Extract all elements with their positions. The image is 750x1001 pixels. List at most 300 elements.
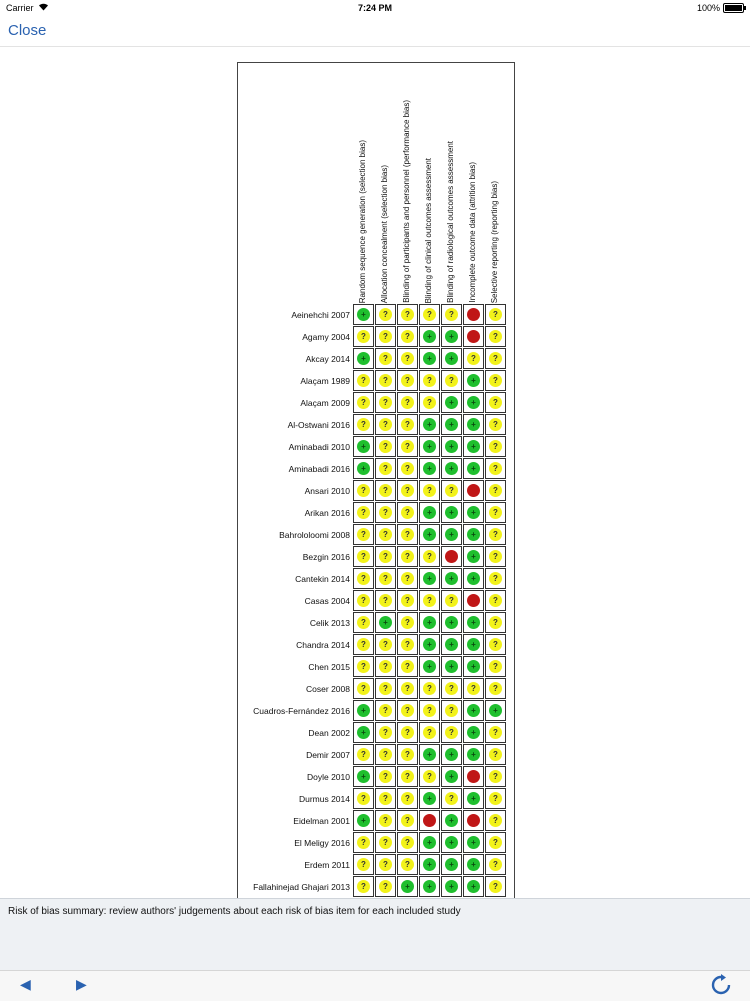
- risk-low-icon: +: [445, 572, 458, 585]
- risk-cell: [375, 546, 396, 567]
- risk-cell: [485, 832, 506, 853]
- risk-cell: [463, 480, 484, 501]
- risk-cell: [397, 304, 418, 325]
- risk-cell: [397, 744, 418, 765]
- risk-unclear-icon: ?: [379, 506, 392, 519]
- risk-low-icon: +: [357, 440, 370, 453]
- risk-unclear-icon: ?: [489, 748, 502, 761]
- risk-cell: [375, 480, 396, 501]
- bottom-toolbar: [0, 970, 750, 1001]
- risk-unclear-icon: ?: [401, 814, 414, 827]
- risk-low-icon: +: [423, 748, 436, 761]
- risk-cell: [353, 568, 374, 589]
- risk-unclear-icon: ?: [379, 858, 392, 871]
- risk-cell: [397, 502, 418, 523]
- risk-unclear-icon: ?: [489, 858, 502, 871]
- risk-cell: [441, 810, 462, 831]
- column-header-3: Blinding of participants and personnel (performance bias): [402, 100, 411, 303]
- back-arrow-icon[interactable]: ◀: [20, 976, 31, 992]
- risk-cell: [485, 766, 506, 787]
- risk-unclear-icon: ?: [379, 352, 392, 365]
- risk-low-icon: +: [445, 748, 458, 761]
- risk-unclear-icon: ?: [357, 594, 370, 607]
- risk-cell: [353, 480, 374, 501]
- risk-cell: [419, 788, 440, 809]
- study-name: Alaçam 2009: [300, 398, 350, 408]
- risk-unclear-icon: ?: [401, 792, 414, 805]
- risk-unclear-icon: ?: [357, 660, 370, 673]
- risk-cell: [441, 458, 462, 479]
- risk-cell: [397, 480, 418, 501]
- risk-unclear-icon: ?: [357, 330, 370, 343]
- risk-unclear-icon: ?: [445, 704, 458, 717]
- risk-cell: [353, 788, 374, 809]
- risk-cell: [419, 766, 440, 787]
- risk-low-icon: +: [467, 616, 480, 629]
- risk-unclear-icon: ?: [489, 594, 502, 607]
- risk-cell: [353, 458, 374, 479]
- risk-cell: [375, 766, 396, 787]
- risk-cell: [485, 546, 506, 567]
- risk-unclear-icon: ?: [401, 418, 414, 431]
- risk-cell: [441, 326, 462, 347]
- risk-cell: [397, 392, 418, 413]
- risk-low-icon: +: [467, 418, 480, 431]
- risk-cell: [397, 788, 418, 809]
- risk-cell: [463, 502, 484, 523]
- risk-cell: [353, 656, 374, 677]
- risk-low-icon: +: [423, 638, 436, 651]
- risk-cell: [485, 854, 506, 875]
- risk-cell: [463, 634, 484, 655]
- risk-cell: [485, 744, 506, 765]
- risk-low-icon: +: [467, 506, 480, 519]
- risk-low-icon: +: [467, 572, 480, 585]
- risk-low-icon: +: [357, 770, 370, 783]
- risk-cell: [419, 700, 440, 721]
- column-header-1: Random sequence generation (selection bias): [358, 139, 367, 303]
- risk-cell: [375, 810, 396, 831]
- risk-cell: [375, 700, 396, 721]
- risk-low-icon: +: [423, 352, 436, 365]
- risk-cell: [353, 414, 374, 435]
- risk-unclear-icon: ?: [379, 330, 392, 343]
- battery-icon: [723, 3, 744, 13]
- risk-of-bias-figure: [237, 62, 515, 899]
- study-name: Coser 2008: [306, 684, 350, 694]
- risk-unclear-icon: ?: [401, 506, 414, 519]
- risk-unclear-icon: ?: [379, 308, 392, 321]
- risk-unclear-icon: ?: [489, 814, 502, 827]
- risk-unclear-icon: ?: [357, 528, 370, 541]
- risk-cell: [375, 414, 396, 435]
- risk-low-icon: +: [423, 506, 436, 519]
- risk-low-icon: +: [467, 440, 480, 453]
- study-name: Bezgin 2016: [302, 552, 350, 562]
- risk-cell: [397, 832, 418, 853]
- risk-cell: [397, 766, 418, 787]
- risk-cell: [353, 436, 374, 457]
- risk-low-icon: +: [423, 616, 436, 629]
- risk-unclear-icon: ?: [401, 308, 414, 321]
- risk-unclear-icon: ?: [445, 726, 458, 739]
- risk-low-icon: +: [379, 616, 392, 629]
- risk-cell: [463, 854, 484, 875]
- risk-cell: [441, 788, 462, 809]
- risk-unclear-icon: ?: [357, 858, 370, 871]
- risk-cell: [485, 876, 506, 897]
- risk-cell: [419, 480, 440, 501]
- risk-unclear-icon: ?: [423, 550, 436, 563]
- risk-cell: [375, 788, 396, 809]
- risk-cell: [463, 832, 484, 853]
- study-name: Doyle 2010: [306, 772, 350, 782]
- risk-cell: [419, 854, 440, 875]
- risk-cell: [485, 370, 506, 391]
- risk-cell: [463, 810, 484, 831]
- risk-cell: [375, 744, 396, 765]
- risk-low-icon: +: [423, 858, 436, 871]
- risk-unclear-icon: ?: [489, 638, 502, 651]
- risk-cell: [353, 502, 374, 523]
- risk-cell: [419, 656, 440, 677]
- risk-unclear-icon: ?: [379, 660, 392, 673]
- risk-cell: [485, 392, 506, 413]
- risk-low-icon: +: [467, 638, 480, 651]
- risk-unclear-icon: ?: [379, 462, 392, 475]
- risk-cell: [397, 722, 418, 743]
- risk-cell: [485, 590, 506, 611]
- risk-cell: [353, 678, 374, 699]
- risk-low-icon: +: [445, 528, 458, 541]
- risk-unclear-icon: ?: [423, 704, 436, 717]
- risk-high-icon: −: [445, 550, 458, 563]
- risk-cell: [397, 326, 418, 347]
- risk-cell: [463, 304, 484, 325]
- risk-cell: [397, 678, 418, 699]
- close-button[interactable]: Close: [8, 22, 47, 39]
- risk-unclear-icon: ?: [489, 330, 502, 343]
- risk-unclear-icon: ?: [357, 616, 370, 629]
- clock: 7:24 PM: [357, 3, 392, 13]
- risk-cell: [419, 612, 440, 633]
- risk-cell: [441, 546, 462, 567]
- risk-cell: [485, 348, 506, 369]
- risk-unclear-icon: ?: [379, 572, 392, 585]
- risk-unclear-icon: ?: [489, 506, 502, 519]
- risk-cell: [397, 436, 418, 457]
- risk-unclear-icon: ?: [423, 396, 436, 409]
- risk-cell: [419, 590, 440, 611]
- risk-low-icon: +: [423, 528, 436, 541]
- risk-cell: [375, 568, 396, 589]
- risk-unclear-icon: ?: [489, 528, 502, 541]
- risk-unclear-icon: ?: [401, 748, 414, 761]
- risk-cell: [463, 700, 484, 721]
- risk-cell: [463, 348, 484, 369]
- risk-unclear-icon: ?: [489, 352, 502, 365]
- risk-low-icon: +: [445, 352, 458, 365]
- risk-unclear-icon: ?: [379, 638, 392, 651]
- reload-icon[interactable]: [710, 974, 732, 996]
- risk-cell: [441, 634, 462, 655]
- risk-unclear-icon: ?: [467, 682, 480, 695]
- risk-unclear-icon: ?: [357, 374, 370, 387]
- risk-cell: [463, 524, 484, 545]
- risk-cell: [441, 590, 462, 611]
- risk-cell: [441, 766, 462, 787]
- study-name: Agamy 2004: [302, 332, 350, 342]
- risk-unclear-icon: ?: [489, 396, 502, 409]
- risk-unclear-icon: ?: [489, 616, 502, 629]
- risk-cell: [485, 678, 506, 699]
- risk-low-icon: +: [445, 330, 458, 343]
- risk-cell: [441, 722, 462, 743]
- risk-low-icon: +: [445, 506, 458, 519]
- risk-cell: [463, 788, 484, 809]
- risk-cell: [397, 348, 418, 369]
- risk-unclear-icon: ?: [467, 352, 480, 365]
- risk-unclear-icon: ?: [489, 726, 502, 739]
- risk-unclear-icon: ?: [379, 836, 392, 849]
- study-name: Demir 2007: [306, 750, 350, 760]
- risk-unclear-icon: ?: [489, 550, 502, 563]
- risk-unclear-icon: ?: [357, 550, 370, 563]
- risk-cell: [375, 392, 396, 413]
- risk-low-icon: +: [357, 814, 370, 827]
- risk-unclear-icon: ?: [401, 330, 414, 343]
- risk-cell: [353, 634, 374, 655]
- risk-cell: [463, 876, 484, 897]
- risk-cell: [463, 590, 484, 611]
- risk-low-icon: +: [467, 792, 480, 805]
- risk-cell: [353, 546, 374, 567]
- risk-cell: [375, 590, 396, 611]
- risk-cell: [353, 700, 374, 721]
- risk-cell: [485, 634, 506, 655]
- risk-unclear-icon: ?: [489, 418, 502, 431]
- risk-unclear-icon: ?: [357, 836, 370, 849]
- risk-low-icon: +: [445, 880, 458, 893]
- risk-cell: [441, 348, 462, 369]
- risk-low-icon: +: [467, 660, 480, 673]
- risk-cell: [441, 524, 462, 545]
- risk-cell: [397, 854, 418, 875]
- risk-low-icon: +: [445, 418, 458, 431]
- risk-cell: [419, 392, 440, 413]
- risk-unclear-icon: ?: [401, 770, 414, 783]
- risk-cell: [485, 502, 506, 523]
- risk-unclear-icon: ?: [489, 484, 502, 497]
- risk-cell: [441, 678, 462, 699]
- risk-cell: [397, 876, 418, 897]
- study-name: Alaçam 1989: [300, 376, 350, 386]
- study-name: Erdem 2011: [304, 860, 350, 870]
- risk-unclear-icon: ?: [423, 594, 436, 607]
- risk-cell: [397, 810, 418, 831]
- risk-cell: [397, 458, 418, 479]
- risk-low-icon: +: [467, 704, 480, 717]
- risk-unclear-icon: ?: [379, 704, 392, 717]
- risk-unclear-icon: ?: [379, 792, 392, 805]
- risk-unclear-icon: ?: [423, 726, 436, 739]
- risk-unclear-icon: ?: [401, 462, 414, 475]
- risk-unclear-icon: ?: [489, 374, 502, 387]
- study-name: Aeinehchi 2007: [291, 310, 350, 320]
- risk-low-icon: +: [445, 814, 458, 827]
- risk-cell: [397, 590, 418, 611]
- risk-cell: [353, 370, 374, 391]
- risk-cell: [463, 458, 484, 479]
- study-name: Casas 2004: [304, 596, 350, 606]
- study-name: Durmus 2014: [298, 794, 350, 804]
- risk-high-icon: −: [467, 770, 480, 783]
- risk-cell: [485, 436, 506, 457]
- risk-cell: [419, 810, 440, 831]
- risk-low-icon: +: [445, 660, 458, 673]
- column-header-6: Incomplete outcome data (attrition bias): [468, 162, 477, 303]
- risk-cell: [463, 414, 484, 435]
- risk-unclear-icon: ?: [445, 682, 458, 695]
- risk-cell: [441, 832, 462, 853]
- risk-cell: [419, 678, 440, 699]
- risk-cell: [353, 348, 374, 369]
- risk-cell: [397, 612, 418, 633]
- risk-cell: [463, 546, 484, 567]
- risk-low-icon: +: [467, 748, 480, 761]
- risk-low-icon: +: [423, 418, 436, 431]
- risk-low-icon: +: [467, 462, 480, 475]
- study-name: Chen 2015: [308, 662, 350, 672]
- risk-unclear-icon: ?: [489, 792, 502, 805]
- risk-unclear-icon: ?: [379, 550, 392, 563]
- risk-cell: [375, 634, 396, 655]
- risk-low-icon: +: [467, 858, 480, 871]
- risk-unclear-icon: ?: [423, 374, 436, 387]
- risk-cell: [463, 678, 484, 699]
- risk-unclear-icon: ?: [423, 770, 436, 783]
- risk-cell: [353, 832, 374, 853]
- risk-cell: [375, 832, 396, 853]
- risk-cell: [375, 502, 396, 523]
- risk-low-icon: +: [423, 330, 436, 343]
- risk-unclear-icon: ?: [401, 726, 414, 739]
- risk-unclear-icon: ?: [445, 792, 458, 805]
- risk-unclear-icon: ?: [357, 792, 370, 805]
- risk-cell: [419, 634, 440, 655]
- battery-percent: 100%: [696, 3, 720, 13]
- column-header-7: Selective reporting (reporting bias): [490, 180, 499, 303]
- risk-low-icon: +: [445, 858, 458, 871]
- risk-high-icon: −: [467, 308, 480, 321]
- risk-unclear-icon: ?: [423, 308, 436, 321]
- risk-low-icon: +: [423, 836, 436, 849]
- risk-cell: [485, 304, 506, 325]
- risk-unclear-icon: ?: [379, 748, 392, 761]
- risk-low-icon: +: [467, 880, 480, 893]
- risk-high-icon: −: [467, 594, 480, 607]
- risk-cell: [485, 326, 506, 347]
- risk-high-icon: −: [467, 330, 480, 343]
- risk-cell: [463, 766, 484, 787]
- risk-cell: [353, 744, 374, 765]
- risk-cell: [375, 436, 396, 457]
- risk-cell: [397, 414, 418, 435]
- forward-arrow-icon[interactable]: ▶: [76, 976, 87, 992]
- risk-unclear-icon: ?: [357, 748, 370, 761]
- study-name: Cuadros-Fernández 2016: [253, 706, 350, 716]
- risk-low-icon: +: [467, 374, 480, 387]
- risk-cell: [397, 524, 418, 545]
- risk-cell: [353, 876, 374, 897]
- risk-unclear-icon: ?: [401, 704, 414, 717]
- risk-cell: [419, 348, 440, 369]
- risk-unclear-icon: ?: [379, 726, 392, 739]
- risk-unclear-icon: ?: [379, 528, 392, 541]
- risk-cell: [419, 524, 440, 545]
- risk-cell: [485, 414, 506, 435]
- risk-unclear-icon: ?: [489, 572, 502, 585]
- risk-low-icon: +: [467, 726, 480, 739]
- risk-cell: [441, 392, 462, 413]
- risk-unclear-icon: ?: [379, 374, 392, 387]
- risk-cell: [375, 678, 396, 699]
- risk-low-icon: +: [357, 726, 370, 739]
- risk-cell: [441, 480, 462, 501]
- risk-cell: [485, 524, 506, 545]
- risk-cell: [441, 502, 462, 523]
- risk-high-icon: −: [467, 484, 480, 497]
- risk-cell: [485, 722, 506, 743]
- risk-cell: [419, 832, 440, 853]
- risk-unclear-icon: ?: [489, 880, 502, 893]
- risk-cell: [375, 524, 396, 545]
- risk-unclear-icon: ?: [401, 616, 414, 629]
- risk-unclear-icon: ?: [401, 374, 414, 387]
- risk-low-icon: +: [357, 704, 370, 717]
- risk-unclear-icon: ?: [379, 440, 392, 453]
- risk-cell: [375, 348, 396, 369]
- risk-unclear-icon: ?: [445, 374, 458, 387]
- study-name: Chandra 2014: [296, 640, 350, 650]
- risk-low-icon: +: [445, 462, 458, 475]
- risk-low-icon: +: [467, 396, 480, 409]
- risk-unclear-icon: ?: [401, 836, 414, 849]
- risk-unclear-icon: ?: [401, 528, 414, 541]
- risk-unclear-icon: ?: [401, 682, 414, 695]
- study-name: Fallahinejad Ghajari 2013: [253, 882, 350, 892]
- risk-cell: [375, 722, 396, 743]
- caption-panel: [0, 898, 750, 971]
- risk-unclear-icon: ?: [379, 418, 392, 431]
- risk-low-icon: +: [357, 462, 370, 475]
- risk-cell: [441, 304, 462, 325]
- figure-caption: Risk of bias summary: review authors' judgements about each risk of bias item for each included study: [8, 906, 461, 917]
- risk-unclear-icon: ?: [489, 836, 502, 849]
- risk-unclear-icon: ?: [401, 440, 414, 453]
- risk-cell: [397, 370, 418, 391]
- risk-cell: [463, 370, 484, 391]
- study-name: Akcay 2014: [305, 354, 350, 364]
- risk-cell: [353, 304, 374, 325]
- status-bar: [0, 0, 750, 16]
- risk-cell: [397, 700, 418, 721]
- risk-low-icon: +: [423, 660, 436, 673]
- risk-unclear-icon: ?: [401, 572, 414, 585]
- risk-low-icon: +: [423, 572, 436, 585]
- risk-low-icon: +: [489, 704, 502, 717]
- risk-cell: [375, 656, 396, 677]
